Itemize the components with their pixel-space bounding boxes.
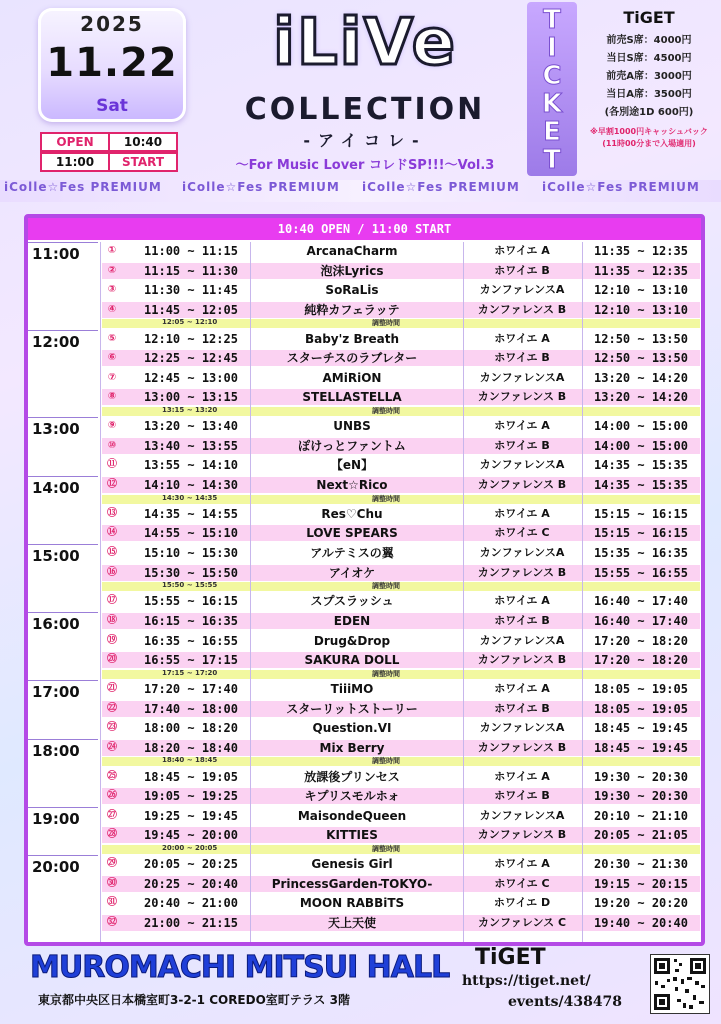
timetable <box>24 214 705 946</box>
table-row <box>102 438 700 454</box>
tokuten-time: 18:45 ~ 19:45 <box>594 740 688 755</box>
artist-name: PrincessGarden-TOKYO- <box>271 876 433 891</box>
break-row <box>102 670 700 679</box>
break-time: 20:00 ~ 20:05 <box>162 844 218 852</box>
table-row <box>102 633 700 649</box>
hour-divider <box>28 330 98 331</box>
hour-divider <box>28 476 98 477</box>
tokuten-room: カンファレンス B <box>477 828 567 842</box>
row-number: ② <box>107 264 117 276</box>
open-label: OPEN <box>40 132 110 152</box>
tokuten-time: 17:20 ~ 18:20 <box>594 653 688 668</box>
artist-name: スターリットストーリー <box>286 701 418 716</box>
row-number: ⑲ <box>107 634 117 646</box>
tokuten-room: カンファレンスA <box>479 808 565 822</box>
row-number: ⑦ <box>107 371 117 383</box>
tokuten-time: 11:35 ~ 12:35 <box>594 263 688 278</box>
table-row <box>102 827 700 843</box>
fes-banner <box>0 180 721 202</box>
hour-divider <box>28 680 98 681</box>
table-row <box>102 302 700 318</box>
tiget-logo: TiGET <box>475 945 546 970</box>
hour-divider <box>28 242 98 243</box>
tokuten-room: ホワイエ A <box>494 682 550 695</box>
hour-divider <box>28 739 98 740</box>
performance-time: 20:40 ~ 21:00 <box>144 896 238 911</box>
tokuten-room: カンファレンス B <box>477 653 567 667</box>
ticket-info <box>582 8 716 150</box>
banner-item: iColle☆Fes PREMIUM <box>4 180 162 194</box>
row-number: ㉔ <box>107 741 117 753</box>
artist-name: スプスラッシュ <box>310 594 394 609</box>
tokuten-room: カンファレンス B <box>477 302 567 316</box>
hour-divider <box>28 612 98 613</box>
break-row <box>102 495 700 504</box>
row-number: ㉚ <box>107 877 117 889</box>
performance-time: 21:00 ~ 21:15 <box>144 916 238 930</box>
ticket-cashback-condition: (11時00分まで入場適用) <box>602 139 696 148</box>
tokuten-time: 20:10 ~ 21:10 <box>594 808 688 823</box>
row-number: ⑰ <box>107 595 117 607</box>
tokuten-time: 17:20 ~ 18:20 <box>594 633 688 648</box>
performance-time: 20:05 ~ 20:25 <box>144 857 238 872</box>
event-subtitle: 〜For Music Lover コレドSP!!!〜Vol.3 <box>235 158 495 173</box>
table-row <box>102 350 700 366</box>
tokuten-room: ホワイエ A <box>494 506 550 520</box>
banner-item: iColle☆Fes PREMIUM <box>362 180 520 194</box>
row-number: ⑨ <box>107 420 117 432</box>
tokuten-room: ホワイエ B <box>494 351 550 365</box>
event-date: 11.22 <box>46 40 178 86</box>
tokuten-room: ホワイエ C <box>494 876 550 890</box>
tokuten-room: カンファレンス C <box>477 916 567 929</box>
table-row <box>102 788 700 804</box>
row-number: ⑭ <box>107 527 117 539</box>
performance-time: 16:55 ~ 17:15 <box>144 653 238 668</box>
row-number: ⑯ <box>107 566 117 578</box>
tokuten-time: 14:00 ~ 15:00 <box>594 438 688 453</box>
artist-name: 放課後プリンセス <box>304 769 400 784</box>
performance-time: 11:00 ~ 11:15 <box>144 244 238 258</box>
tokuten-time: 11:35 ~ 12:35 <box>594 244 688 258</box>
tokuten-time: 19:40 ~ 20:40 <box>594 916 688 930</box>
tokuten-room: ホワイエ B <box>494 701 550 715</box>
artist-name: AMiRiON <box>322 370 382 385</box>
table-row <box>102 915 700 931</box>
performance-time: 12:25 ~ 12:45 <box>144 351 238 366</box>
table-row <box>102 477 700 493</box>
row-number: ① <box>107 245 117 256</box>
hour-label: 15:00 <box>32 547 80 565</box>
row-number: ㉒ <box>107 702 117 714</box>
table-row <box>102 681 700 697</box>
row-number: ⑧ <box>107 391 117 403</box>
performance-time: 16:35 ~ 16:55 <box>144 633 238 648</box>
row-number: ㉑ <box>107 683 117 694</box>
performance-time: 15:55 ~ 16:15 <box>144 594 238 609</box>
performance-time: 13:55 ~ 14:10 <box>144 458 238 473</box>
performance-time: 12:45 ~ 13:00 <box>144 370 238 385</box>
venue-name: MUROMACHI MITSUI HALL <box>30 950 450 985</box>
row-number: ㉛ <box>107 897 117 909</box>
performance-time: 14:10 ~ 14:30 <box>144 478 238 492</box>
tokuten-time: 15:35 ~ 16:35 <box>594 546 688 560</box>
row-number: ⑱ <box>107 615 117 626</box>
performance-time: 19:25 ~ 19:45 <box>144 808 238 823</box>
break-label: 調整時間 <box>372 757 400 766</box>
row-number: ⑤ <box>107 332 117 344</box>
banner-item: iColle☆Fes PREMIUM <box>182 180 340 194</box>
table-row <box>102 856 700 872</box>
tokuten-time: 18:45 ~ 19:45 <box>594 721 688 736</box>
ticket-vertical-label: TICKET <box>537 5 567 173</box>
tokuten-room: ホワイエ A <box>494 419 550 433</box>
tokuten-room: ホワイエ A <box>494 594 550 608</box>
tokuten-room: ホワイエ B <box>494 789 550 803</box>
table-row <box>102 769 700 785</box>
row-number: ⑩ <box>107 439 117 451</box>
tokuten-time: 15:15 ~ 16:15 <box>594 526 688 541</box>
row-number: ㉙ <box>107 858 117 870</box>
logo-kana-text: -アイコレ- <box>303 131 427 150</box>
performance-time: 11:45 ~ 12:05 <box>144 302 238 317</box>
tokuten-room: ホワイエ A <box>494 769 550 783</box>
tokuten-time: 12:10 ~ 13:10 <box>594 302 688 317</box>
artist-name: UNBS <box>333 419 371 434</box>
table-row <box>102 506 700 522</box>
tokuten-time: 16:40 ~ 17:40 <box>594 594 688 609</box>
break-time: 18:40 ~ 18:45 <box>162 756 218 765</box>
tokuten-time: 14:35 ~ 15:35 <box>594 478 688 492</box>
hour-label: 17:00 <box>32 683 80 701</box>
tokuten-room: カンファレンス B <box>477 740 567 754</box>
performance-time: 18:20 ~ 18:40 <box>144 740 238 755</box>
tokuten-room: カンファレンス B <box>477 478 567 491</box>
artist-name: ArcanaCharm <box>306 244 398 258</box>
hour-label: 13:00 <box>32 420 80 439</box>
tokuten-time: 12:50 ~ 13:50 <box>594 351 688 366</box>
performance-time: 13:20 ~ 13:40 <box>144 419 238 434</box>
row-number: ⑳ <box>107 654 117 666</box>
tokuten-time: 18:05 ~ 19:05 <box>594 701 688 716</box>
table-row <box>102 418 700 434</box>
performance-time: 18:00 ~ 18:20 <box>144 721 238 736</box>
table-row <box>102 331 700 347</box>
row-number: ⑪ <box>107 459 117 471</box>
tokuten-time: 18:05 ~ 19:05 <box>594 682 688 696</box>
artist-name: スターチスのラブレター <box>286 351 418 366</box>
tokuten-room: カンファレンスA <box>479 283 565 297</box>
ticket-vertical-banner <box>527 2 577 176</box>
table-row <box>102 808 700 824</box>
performance-time: 14:55 ~ 15:10 <box>144 526 238 541</box>
event-url-line1[interactable]: https://tiget.net/ <box>462 973 591 989</box>
table-row <box>102 525 700 541</box>
table-row <box>102 389 700 405</box>
break-label: 調整時間 <box>372 407 400 415</box>
event-weekday: Sat <box>96 96 128 116</box>
event-year: 2025 <box>80 12 144 36</box>
tokuten-room: ホワイエ A <box>494 857 550 871</box>
tokuten-time: 13:20 ~ 14:20 <box>594 370 688 385</box>
break-time: 13:15 ~ 13:20 <box>162 406 218 414</box>
ticket-brand: TiGET <box>623 8 675 27</box>
performance-time: 11:15 ~ 11:30 <box>144 263 238 278</box>
artist-name: MOON RABBiTS <box>299 896 405 911</box>
row-number: ⑥ <box>107 352 117 364</box>
table-row <box>102 895 700 911</box>
artist-name: Res♡Chu <box>321 506 383 521</box>
ticket-price-line: 前売A席：3000円 <box>606 71 692 82</box>
tokuten-time: 20:05 ~ 21:05 <box>594 828 688 843</box>
column-divider <box>100 242 101 942</box>
break-time: 17:15 ~ 17:20 <box>162 668 218 677</box>
hour-label: 14:00 <box>32 479 80 497</box>
tokuten-room: カンファレンス B <box>477 565 567 579</box>
table-row <box>102 370 700 386</box>
open-time: 10:40 <box>108 132 178 152</box>
performance-time: 13:00 ~ 13:15 <box>144 390 238 405</box>
tokuten-time: 12:50 ~ 13:50 <box>594 331 688 346</box>
tokuten-time: 14:35 ~ 15:35 <box>594 458 688 473</box>
hour-divider <box>28 807 98 808</box>
artist-name: SoRaLis <box>325 283 379 298</box>
tokuten-room: ホワイエ A <box>494 244 550 257</box>
tokuten-time: 16:40 ~ 17:40 <box>594 614 688 628</box>
performance-time: 18:45 ~ 19:05 <box>144 769 238 784</box>
performance-time: 19:45 ~ 20:00 <box>144 828 238 843</box>
hour-label: 18:00 <box>32 741 80 760</box>
break-time: 15:50 ~ 15:55 <box>162 581 218 590</box>
tokuten-room: カンファレンスA <box>479 458 565 472</box>
ticket-cashback-note: ※早割1000円キャッシュバック <box>590 127 708 136</box>
tokuten-time: 12:10 ~ 13:10 <box>594 283 688 298</box>
date-box <box>38 8 186 122</box>
table-row <box>102 263 700 279</box>
row-number: ㉓ <box>107 722 117 734</box>
hour-label: 11:00 <box>32 245 80 263</box>
tokuten-room: ホワイエ B <box>494 263 550 277</box>
start-time: 11:00 <box>40 152 110 172</box>
tokuten-room: ホワイエ B <box>494 614 550 627</box>
ticket-drink-note: (各別途1D 600円) <box>604 107 694 118</box>
performance-time: 16:15 ~ 16:35 <box>144 614 238 628</box>
column-divider <box>250 242 251 942</box>
tokuten-room: カンファレンスA <box>479 721 565 735</box>
break-label: 調整時間 <box>372 669 400 678</box>
artist-name: Question.VI <box>312 721 392 736</box>
artist-name: 泡沫Lyrics <box>320 263 384 278</box>
break-label: 調整時間 <box>372 582 400 591</box>
break-label: 調整時間 <box>372 845 400 853</box>
tokuten-time: 19:15 ~ 20:15 <box>594 876 688 891</box>
break-label: 調整時間 <box>372 494 400 503</box>
performance-time: 15:10 ~ 15:30 <box>144 546 238 560</box>
tokuten-room: ホワイエ A <box>494 331 550 345</box>
table-row <box>102 720 700 736</box>
tokuten-room: ホワイエ C <box>494 526 550 540</box>
venue-address: 東京都中央区日本橋室町3-2-1 COREDO室町テラス 3階 <box>38 993 350 1007</box>
performance-time: 12:10 ~ 12:25 <box>144 331 238 346</box>
table-row <box>102 457 700 473</box>
tokuten-room: カンファレンスA <box>479 546 565 559</box>
performance-time: 11:30 ~ 11:45 <box>144 283 238 298</box>
timetable-body <box>28 218 701 942</box>
hour-label: 19:00 <box>32 809 80 828</box>
table-row <box>102 613 700 629</box>
break-row <box>102 407 700 416</box>
table-row <box>102 593 700 609</box>
artist-name: Mix Berry <box>319 740 385 755</box>
tokuten-room: カンファレンス B <box>477 390 567 404</box>
break-time: 14:30 ~ 14:35 <box>162 493 218 502</box>
hour-divider <box>28 544 98 545</box>
row-number: ㉖ <box>107 790 117 802</box>
hour-divider <box>28 855 98 856</box>
table-row <box>102 282 700 298</box>
artist-name: KITTIES <box>326 828 378 843</box>
artist-name: キプリスモルホォ <box>304 789 400 804</box>
performance-time: 14:35 ~ 14:55 <box>144 506 238 521</box>
row-number: ⑬ <box>107 507 117 519</box>
artist-name: 【eN】 <box>330 458 374 473</box>
artist-name: LOVE SPEARS <box>306 526 398 541</box>
break-row <box>102 757 700 766</box>
performance-time: 20:25 ~ 20:40 <box>144 876 238 891</box>
table-row <box>102 876 700 892</box>
row-number: ㉜ <box>107 917 117 928</box>
timetable-header: 10:40 OPEN / 11:00 START <box>28 218 701 240</box>
break-row <box>102 845 700 854</box>
tokuten-time: 19:20 ~ 20:20 <box>594 896 688 911</box>
tokuten-time: 13:20 ~ 14:20 <box>594 390 688 405</box>
tokuten-time: 20:30 ~ 21:30 <box>594 857 688 872</box>
table-row <box>102 652 700 668</box>
artist-name: SAKURA DOLL <box>304 653 400 668</box>
row-number: ㉘ <box>107 829 117 841</box>
performance-time: 15:30 ~ 15:50 <box>144 565 238 580</box>
hour-label: 16:00 <box>32 615 80 633</box>
row-number: ㉗ <box>107 809 117 821</box>
start-label: START <box>108 152 178 172</box>
logo-collection-text: COLLECTION <box>244 92 486 127</box>
artist-name: EDEN <box>333 614 371 628</box>
performance-time: 17:40 ~ 18:00 <box>144 701 238 716</box>
tokuten-time: 14:00 ~ 15:00 <box>594 419 688 434</box>
artist-name: 天上天使 <box>327 916 376 930</box>
break-row <box>102 582 700 591</box>
table-row <box>102 243 700 259</box>
artist-name: ぽけっとファントム <box>298 438 406 453</box>
artist-name: TiiiMO <box>330 682 374 696</box>
qr-code-icon <box>651 955 709 1013</box>
tokuten-time: 19:30 ~ 20:30 <box>594 769 688 784</box>
hour-label: 20:00 <box>32 858 80 877</box>
qr-code[interactable] <box>650 954 710 1014</box>
tokuten-room: ホワイエ D <box>493 896 551 910</box>
artist-name: MaisondeQueen <box>297 808 407 823</box>
ticket-price-line: 前売S席：4000円 <box>606 35 692 46</box>
row-number: ④ <box>107 303 117 315</box>
row-number: ⑫ <box>107 479 117 490</box>
tokuten-time: 19:30 ~ 20:30 <box>594 789 688 804</box>
artist-name: Next☆Rico <box>316 478 388 492</box>
break-row <box>102 319 700 328</box>
artist-name: STELLASTELLA <box>302 390 402 405</box>
banner-item: iColle☆Fes PREMIUM <box>542 180 700 194</box>
row-number: ㉕ <box>107 770 117 782</box>
column-divider <box>582 242 583 942</box>
event-logo <box>205 6 525 178</box>
event-url-line2[interactable]: events/438478 <box>508 994 623 1010</box>
tokuten-time: 15:55 ~ 16:55 <box>594 565 688 580</box>
tokuten-room: カンファレンスA <box>479 370 565 384</box>
table-row <box>102 701 700 717</box>
ticket-price-line: 当日S席：4500円 <box>606 53 692 64</box>
performance-time: 13:40 ~ 13:55 <box>144 438 238 453</box>
column-divider <box>463 242 464 942</box>
performance-time: 19:05 ~ 19:25 <box>144 789 238 804</box>
ticket-price-line: 当日A席：3500円 <box>606 89 692 100</box>
logo-main-text: iLiVe <box>272 6 458 80</box>
tokuten-room: ホワイエ B <box>494 438 550 452</box>
tokuten-room: カンファレンスA <box>479 633 565 647</box>
row-number: ③ <box>107 284 117 296</box>
artist-name: アイオケ <box>328 565 376 580</box>
artist-name: Genesis Girl <box>311 857 393 872</box>
artist-name: Baby'z Breath <box>304 331 400 346</box>
artist-name: Drug&Drop <box>313 633 391 648</box>
tokuten-time: 15:15 ~ 16:15 <box>594 506 688 521</box>
break-label: 調整時間 <box>372 319 400 328</box>
table-row <box>102 545 700 561</box>
row-number: ⑮ <box>107 547 117 558</box>
hour-divider <box>28 417 98 418</box>
table-row <box>102 740 700 756</box>
artist-name: アルテミスの翼 <box>310 546 394 560</box>
artist-name: 純粋カフェラッテ <box>304 302 400 317</box>
table-row <box>102 565 700 581</box>
break-time: 12:05 ~ 12:10 <box>162 318 218 327</box>
hour-label: 12:00 <box>32 332 80 351</box>
performance-time: 17:20 ~ 17:40 <box>144 682 238 696</box>
